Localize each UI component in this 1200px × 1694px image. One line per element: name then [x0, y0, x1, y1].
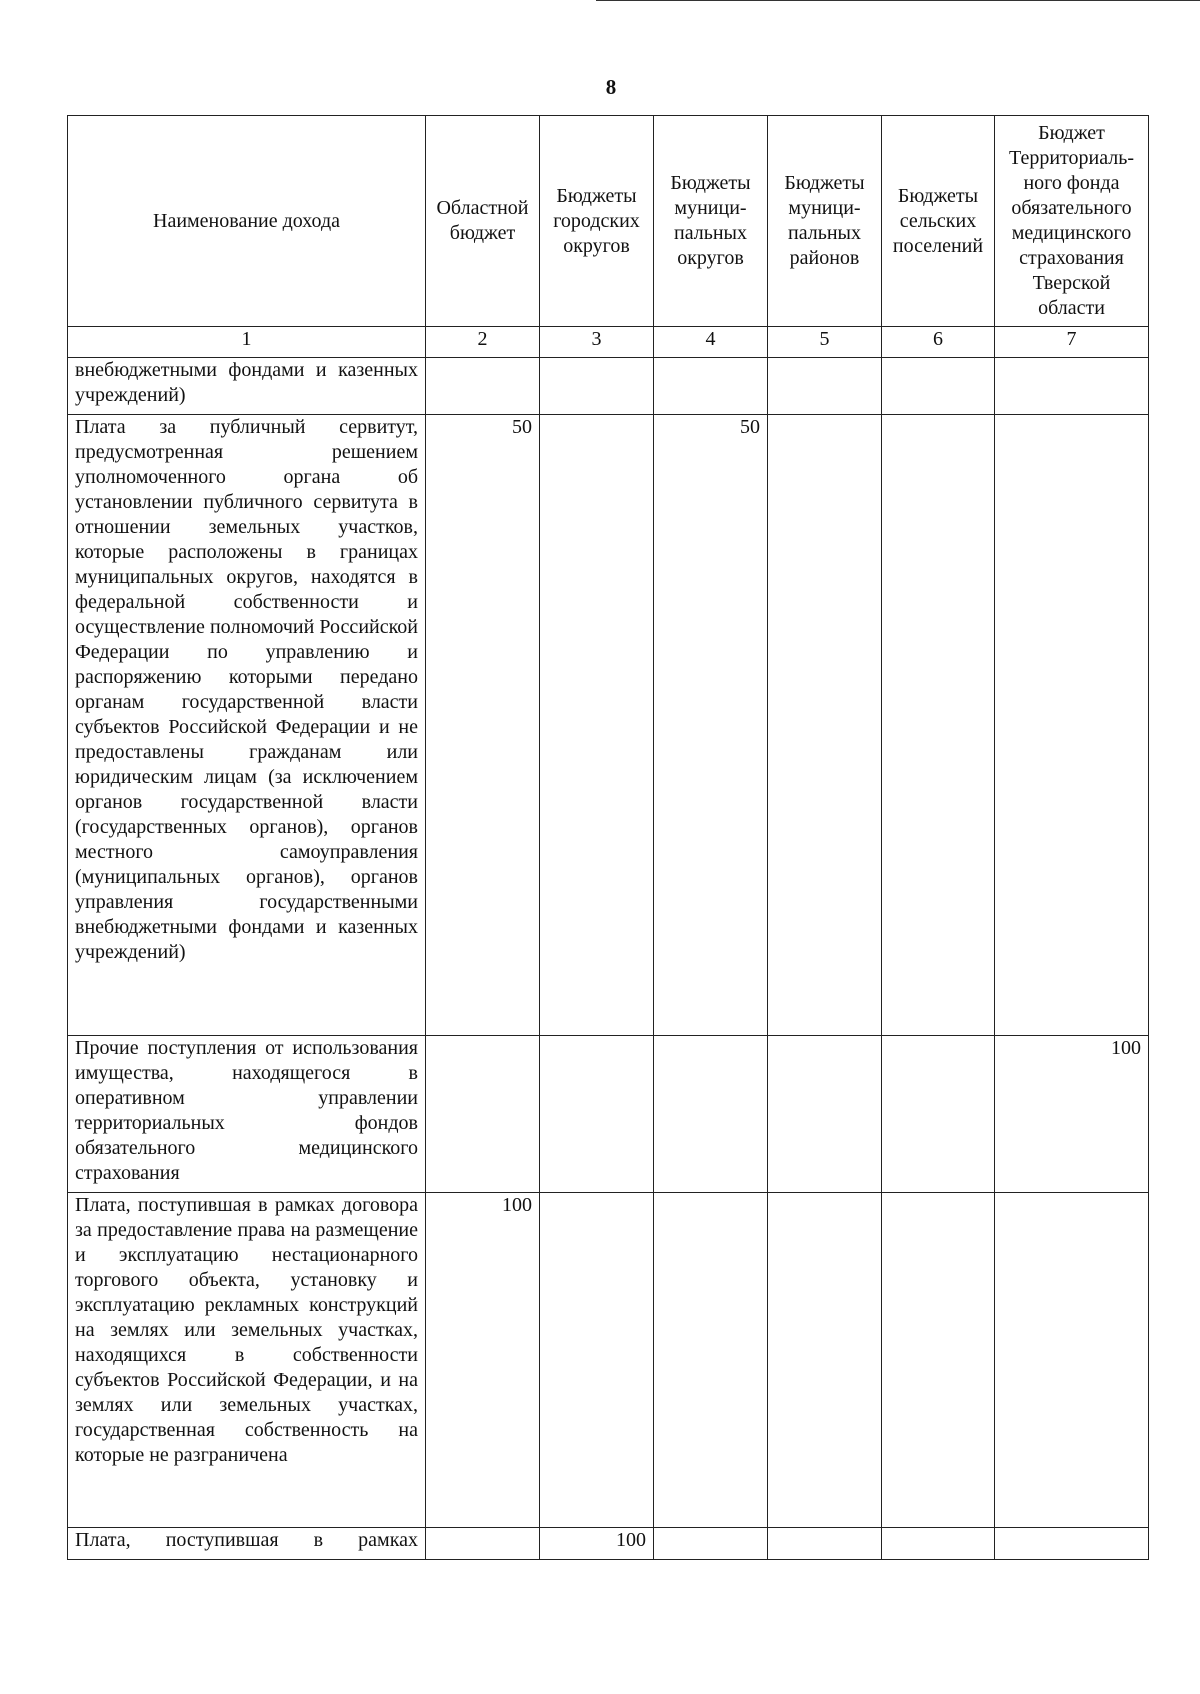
header-municipal-districts: Бюджеты муници-пальных округов — [654, 116, 768, 327]
value-cell: 50 — [654, 415, 768, 1036]
income-name-cell: внебюджетными фондами и казенных учреждений) — [68, 358, 426, 415]
value-cell — [768, 1528, 882, 1560]
value-cell — [540, 1036, 654, 1193]
value-cell — [654, 1036, 768, 1193]
column-number: 6 — [882, 327, 995, 358]
income-distribution-table — [67, 115, 1149, 1560]
column-number: 5 — [768, 327, 882, 358]
income-name-cell: Прочие поступления от использования имущества, находящегося в оперативном управлении территориальных фондов обязательного медицинского страхования — [68, 1036, 426, 1193]
column-number: 1 — [68, 327, 426, 358]
value-cell — [768, 1193, 882, 1528]
table-row — [68, 358, 1149, 415]
value-cell: 50 — [426, 415, 540, 1036]
table-row — [68, 1193, 1149, 1528]
table-row — [68, 1036, 1149, 1193]
value-cell — [654, 1528, 768, 1560]
header-municipal-regions: Бюджеты муници-пальных районов — [768, 116, 882, 327]
value-cell — [768, 1036, 882, 1193]
value-cell — [882, 1528, 995, 1560]
value-cell — [768, 415, 882, 1036]
table-header-row — [68, 116, 1149, 327]
value-cell — [768, 358, 882, 415]
table-row — [68, 1528, 1149, 1560]
value-cell — [540, 1193, 654, 1528]
value-cell — [540, 415, 654, 1036]
value-cell: 100 — [995, 1036, 1149, 1193]
header-city-districts: Бюджеты городских округов — [540, 116, 654, 327]
value-cell — [654, 358, 768, 415]
income-name-cell: Плата, поступившая в рамках договора за предоставление права на размещение и эксплуатацию нестационарного торгового объекта, установку и эксплуатацию рекламных конструкций на землях или земельных участках, находящихся в собственности субъектов Российской Федерации, и на землях или земельных участках, государственная собственность на которые не разграничена — [68, 1193, 426, 1528]
value-cell: 100 — [426, 1193, 540, 1528]
value-cell — [882, 415, 995, 1036]
value-cell — [426, 1528, 540, 1560]
value-cell — [426, 358, 540, 415]
column-number: 4 — [654, 327, 768, 358]
value-cell — [654, 1193, 768, 1528]
value-cell: 100 — [540, 1528, 654, 1560]
top-border-line — [596, 0, 1200, 1]
column-number: 7 — [995, 327, 1149, 358]
header-income-name: Наименование дохода — [68, 116, 426, 327]
value-cell — [995, 1528, 1149, 1560]
value-cell — [995, 1193, 1149, 1528]
page-number: 8 — [605, 75, 617, 99]
header-health-insurance-fund: Бюджет Территориаль-ного фонда обязательного медицинского страхования Тверской области — [995, 116, 1149, 327]
value-cell — [882, 358, 995, 415]
income-name-cell: Плата за публичный сервитут, предусмотренная решением уполномоченного органа об установлении публичного сервитута в отношении земельных участков, которые расположены в границах муниципальных округов, находятся в федеральной собственности и осуществление полномочий Российской Федерации по управлению и распоряжению которыми передано органам государственной власти субъектов Российской Федерации и не предоставлены гражданам или юридическим лицам (за исключением органов государственной власти (государственных органов), органов местного самоуправления (муниципальных органов), органов управления государственными внебюджетными фондами и казенных учреждений) — [68, 415, 426, 1036]
income-name-cell: Плата, поступившая в рамках — [68, 1528, 426, 1560]
table-row — [68, 415, 1149, 1036]
value-cell — [995, 358, 1149, 415]
value-cell — [540, 358, 654, 415]
header-rural-settlements: Бюджеты сельских поселений — [882, 116, 995, 327]
column-number-row — [68, 327, 1149, 358]
value-cell — [882, 1193, 995, 1528]
value-cell — [426, 1036, 540, 1193]
header-regional-budget: Областной бюджет — [426, 116, 540, 327]
column-number: 2 — [426, 327, 540, 358]
value-cell — [995, 415, 1149, 1036]
column-number: 3 — [540, 327, 654, 358]
value-cell — [882, 1036, 995, 1193]
